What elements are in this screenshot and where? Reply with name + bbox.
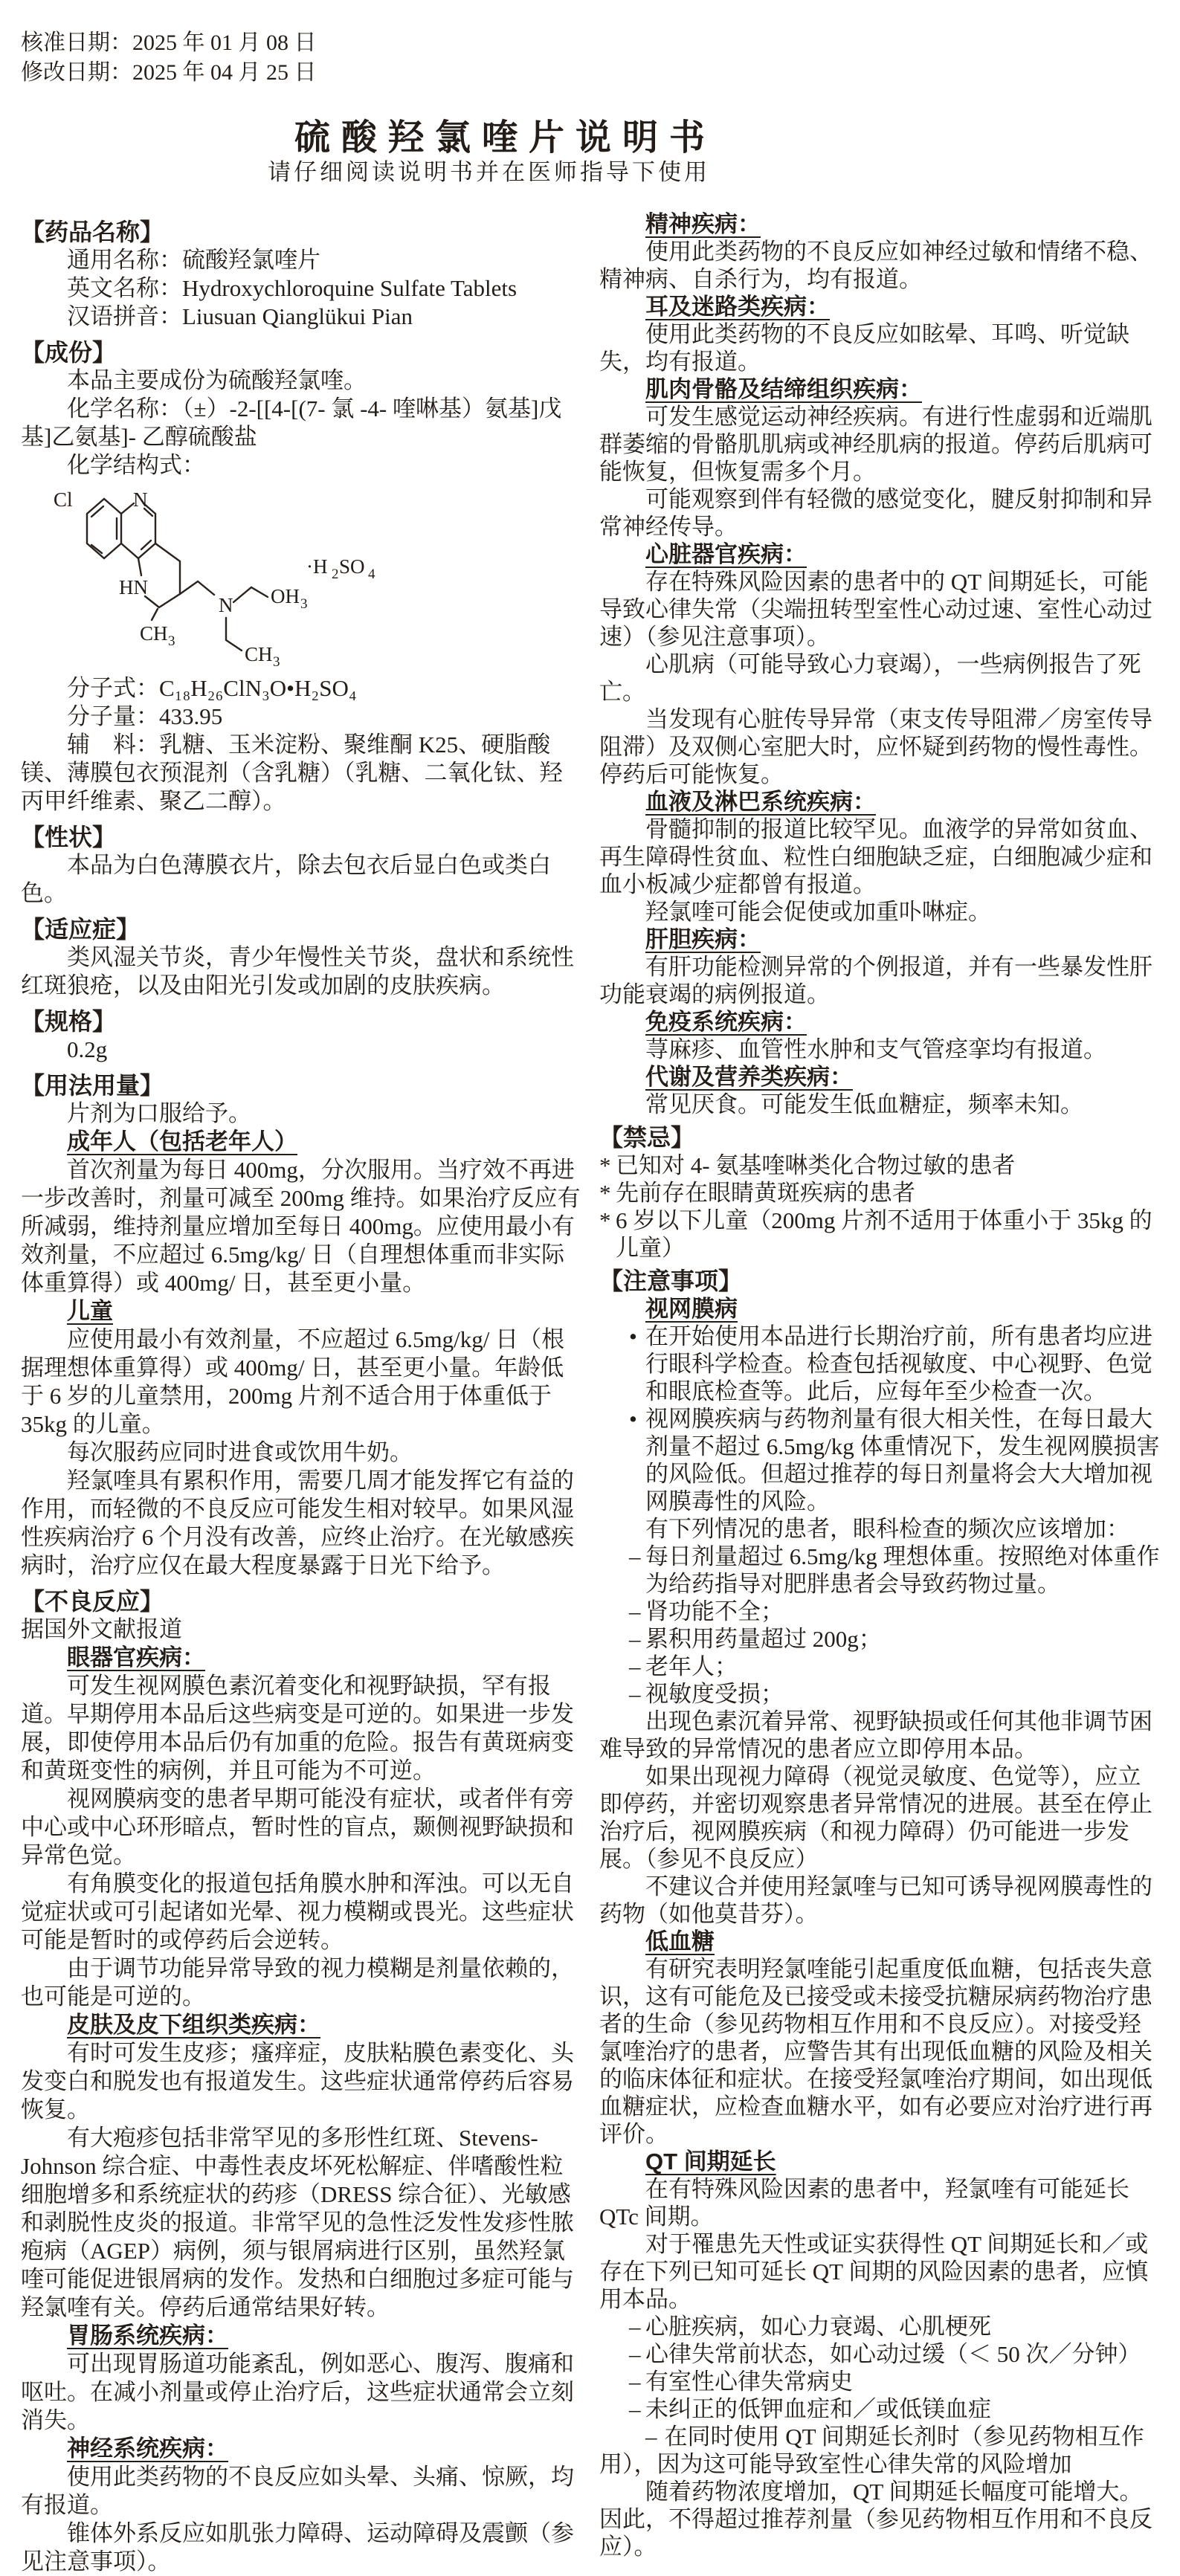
- subsection-heading: [599, 1928, 1161, 1955]
- subsection-heading-text: 儿童: [67, 1298, 113, 1324]
- atom-label-ch3-ethyl-sub: 3: [273, 654, 280, 670]
- list-marker: –: [629, 1653, 641, 1679]
- list-item-dash: [599, 1653, 1161, 1680]
- paragraph: 锥体外系反应如肌张力障碍、运动障碍及震颤（参见注意事项）。: [21, 2520, 574, 2575]
- paragraph: 汉语拼音：Liusuan Qianglükui Pian: [67, 303, 413, 329]
- section-heading: 【规格】: [21, 1008, 117, 1035]
- subsection-heading-text: 肌肉骨骼及结缔组织疾病：: [645, 376, 922, 402]
- atom-label-oh-sub: 3: [300, 596, 308, 612]
- list-item-text: 已知对 4- 氨基喹啉类化合物过敏的患者: [616, 1152, 1016, 1178]
- paragraph: 有角膜变化的报道包括角膜水肿和浑浊。可以无自觉症状或可引起诸如光晕、视力模糊或畏光。这些症状可能是暂时的或停药后会逆转。: [21, 1870, 574, 1953]
- list-item-star: [599, 1207, 1161, 1262]
- right-column-content: [599, 210, 1161, 2560]
- section-heading: 【注意事项】: [599, 1268, 743, 1294]
- list-item-dash: [599, 1598, 1161, 1625]
- list-item-bullet: [599, 1323, 1161, 1405]
- list-marker: –: [629, 1598, 641, 1624]
- paragraph: 通用名称：硫酸羟氯喹片: [67, 247, 320, 273]
- atom-label-chain-n: N: [219, 594, 233, 616]
- atom-label-ring-n: N: [133, 488, 148, 511]
- list-marker: *: [599, 1207, 611, 1233]
- list-marker: •: [629, 1406, 637, 1432]
- list-item-text: 肾功能不全；: [645, 1598, 784, 1624]
- list-item-text: 6 岁以下儿童（200mg 片剂不适用于体重小于 35kg 的儿童）: [616, 1207, 1152, 1261]
- salt-label-h: ·H: [306, 555, 328, 578]
- paragraph: 使用此类药物的不良反应如眩晕、耳鸣、听觉缺失，均有报道。: [599, 321, 1129, 375]
- list-marker: –: [629, 1681, 641, 1707]
- paragraph: 每次服药应同时进食或饮用牛奶。: [67, 1439, 413, 1465]
- paragraph: 骨髓抑制的报道比较罕见。血液学的异常如贫血、再生障碍性贫血、粒性白细胞缺乏症，白细胞减少症和血小板减少症都曾有报道。: [599, 816, 1152, 897]
- subsection-heading: [599, 1063, 1161, 1091]
- subsection-heading-text: 免疫系统疾病：: [645, 1009, 807, 1035]
- atom-label-hn: HN: [119, 576, 148, 598]
- paragraph: 有大疱疹包括非常罕见的多形性红斑、Stevens-Johnson 综合症、中毒性表皮坏死松解症、伴嗜酸性粒细胞增多和系统症状的药疹（DRESS 综合征）、光敏感和剥脱性皮炎的报道。非常罕见的急性泛发性发疹性脓疱病（AGEP）病例，须与银屑病进行区别，虽然羟氯喹可能促进银屑病的发作。发热和白细胞过多症可能与羟氯喹有关。停药后通常结果好转。: [21, 2125, 574, 2320]
- list-item-dash: [599, 1625, 1161, 1653]
- paragraph: 本品主要成份为硫酸羟氯喹。: [67, 367, 367, 393]
- paragraph: 存在特殊风险因素的患者中的 QT 间期延长，可能导致心律失常（尖端扭转型室性心动过速、室性心动过速）（参见注意事项）。: [599, 569, 1152, 650]
- list-item-dash: [599, 1543, 1161, 1598]
- subsection-heading: [21, 1644, 583, 1672]
- paragraph: 据国外文献报道: [21, 1616, 182, 1642]
- approval-date: 核准日期：2025 年 01 月 08 日: [21, 30, 317, 55]
- subsection-heading-text: 视网膜病: [645, 1296, 738, 1322]
- atom-label-cl: Cl: [54, 488, 73, 511]
- paragraph: 片剂为口服给予。: [67, 1100, 251, 1126]
- subsection-heading: [599, 1295, 1161, 1323]
- section-heading: 【不良反应】: [21, 1588, 164, 1615]
- paragraph: 本品为白色薄膜衣片，除去包衣后显白色或类白色。: [21, 852, 551, 906]
- structure-diagram: [31, 482, 433, 670]
- list-item-dash: [599, 2340, 1161, 2368]
- paragraph: 有时可发生皮疹；瘙痒症，皮肤粘膜色素变化、头发变白和脱发也有报道发生。这些症状通常停药后容易恢复。: [21, 2040, 574, 2123]
- list-marker: *: [599, 1152, 611, 1178]
- list-item-text: 视网膜疾病与药物剂量有很大相关性，在每日最大剂量不超过 6.5mg/kg 体重情况下，发生视网膜损害的风险低。但超过推荐的每日剂量将会大大增加视网膜毒性的风险。: [645, 1406, 1160, 1514]
- list-item-text: 心脏疾病，如心力衰竭、心肌梗死: [645, 2314, 991, 2340]
- subsection-heading: [599, 293, 1161, 320]
- subsection-heading-text: 耳及迷路类疾病：: [645, 294, 830, 320]
- subsection-heading: [599, 926, 1161, 953]
- list-marker: –: [629, 2396, 641, 2422]
- paragraph: 在有特殊风险因素的患者中，羟氯喹有可能延长 QTc 间期。: [599, 2176, 1129, 2230]
- subsection-heading: [599, 788, 1161, 816]
- atom-label-ch3-ring-sub: 3: [168, 633, 175, 649]
- section-heading: 【药品名称】: [21, 219, 164, 245]
- left-column-top: [21, 218, 583, 480]
- paragraph: 类风湿关节炎，青少年慢性关节炎，盘状和系统性红斑狼疮，以及由阳光引发或加剧的皮肤疾病。: [21, 944, 574, 998]
- paragraph: 使用此类药物的不良反应如神经过敏和情绪不稳、精神病、自杀行为，均有报道。: [599, 239, 1152, 292]
- list-item-text: 在同时使用 QT 间期延长剂时（参见药物相互作用），因为这可能导致室性心律失常的风险增加: [599, 2424, 1144, 2477]
- paragraph: 由于调节功能异常导致的视力模糊是剂量依赖的，也可能是可逆的。: [21, 1955, 574, 2010]
- subsection-heading-text: 心脏器官疾病：: [645, 541, 807, 567]
- list-item-text: 未纠正的低钾血症和／或低镁血症: [645, 2396, 991, 2422]
- section-heading: 【用法用量】: [21, 1072, 164, 1099]
- subsection-heading-text: 眼器官疾病：: [67, 1644, 205, 1670]
- subsection-heading-text: 神经系统疾病：: [67, 2435, 228, 2462]
- paragraph: 化学结构式：: [67, 452, 205, 478]
- list-item-text: 视敏度受损；: [645, 1681, 784, 1707]
- paragraph: 首次剂量为每日 400mg，分次服用。当疗效不再进一步改善时，剂量可减至 200mg 维持。如果治疗反应有所减弱，维持剂量应增加至每日 400mg。应使用最小有效剂量，不应超过 6.5mg/kg/ 日（自理想体重而非实际体重算得）或 400mg/ 日，甚至更小量。: [21, 1157, 581, 1296]
- right-column: [599, 210, 1161, 2560]
- atom-label-ch3-ethyl: CH: [245, 643, 273, 665]
- subsection-heading-text: 代谢及营养类疾病：: [645, 1064, 853, 1090]
- subsection-heading-text: 血液及淋巴系统疾病：: [645, 789, 876, 815]
- header-dates: [21, 28, 317, 88]
- paragraph: 可能观察到伴有轻微的感觉变化，腱反射抑制和异常神经传导。: [599, 486, 1152, 540]
- subsection-heading-text: 胃肠系统疾病：: [67, 2322, 228, 2349]
- paragraph: 羟氯喹具有累积作用，需要几周才能发挥它有益的作用，而轻微的不良反应可能发生相对较早。如果风湿性疾病治疗 6 个月没有改善，应终止治疗。在光敏感疾病时，治疗应仅在最大程度暴露于日光下给予。: [21, 1468, 574, 1578]
- paragraph: 荨麻疹、血管性水肿和支气管痉挛均有报道。: [645, 1036, 1106, 1062]
- paragraph: 使用此类药物的不良反应如头晕、头痛、惊厥，均有报道。: [21, 2464, 574, 2518]
- list-marker: –: [629, 1543, 641, 1569]
- list-marker: –: [629, 2314, 641, 2340]
- atom-label-ch3-ring: CH: [140, 622, 168, 645]
- list-marker: –: [629, 2341, 641, 2367]
- subsection-heading-text: QT 间期延长: [645, 2149, 776, 2175]
- paragraph: 心肌病（可能导致心力衰竭），一些病例报告了死亡。: [599, 651, 1141, 705]
- paragraph: 如果出现视力障碍（视觉灵敏度、色觉等），应立即停药，并密切观察患者异常情况的进展。甚至在停止治疗后，视网膜疾病（和视力障碍）仍可能进一步发展。（参见不良反应）: [599, 1763, 1152, 1872]
- list-item-text: 有室性心律失常病史: [645, 2369, 853, 2395]
- page-title: 硫酸羟氯喹片说明书: [294, 118, 717, 158]
- paragraph: 可出现胃肠道功能紊乱，例如恶心、腹泻、腹痛和呕吐。在减小剂量或停止治疗后，这些症状通常会立刻消失。: [21, 2351, 574, 2433]
- paragraph: 有研究表明羟氯喹能引起重度低血糖，包括丧失意识，这有可能危及已接受或未接受抗糖尿病药物治疗患者的生命（参见药物相互作用和不良反应）。对接受羟氯喹治疗的患者，应警告其有出现低血糖的风险及相关的临床体征和症状。在接受羟氯喹治疗期间，如出现低血糖症状，应检查血糖水平，如有必要应对治疗进行再评价。: [599, 1956, 1152, 2147]
- list-item-bullet: [599, 1405, 1161, 1515]
- page-subtitle: 请仔细阅读说明书并在医师指导下使用: [268, 159, 710, 185]
- subsection-heading: [599, 540, 1161, 568]
- subsection-heading-text: 皮肤及皮下组织类疾病：: [67, 2012, 320, 2038]
- subsection-heading: [21, 2011, 583, 2039]
- paragraph: 有下列情况的患者，眼科检查的频次应该增加：: [645, 1516, 1129, 1542]
- left-column: [21, 210, 583, 2576]
- paragraph: 分子量：433.95: [67, 703, 223, 729]
- paragraph: 常见厌食。可能发生低血糖症，频率未知。: [645, 1091, 1083, 1117]
- list-item-dash: [599, 2368, 1161, 2395]
- paragraph: 分子式：C₁₈H₂₆ClN₃O•H₂SO₄: [67, 675, 357, 701]
- list-item-star: [599, 1179, 1161, 1207]
- subsection-heading: [21, 1297, 583, 1326]
- revision-date: 修改日期：2025 年 04 月 25 日: [21, 60, 317, 85]
- paragraph: 可发生感觉运动神经疾病。有进行性虚弱和近端肌群萎缩的骨骼肌肌病或神经肌病的报道。停药后肌病可能恢复，但恢复需多个月。: [599, 404, 1152, 485]
- section-heading: 【成份】: [21, 339, 117, 366]
- subsection-heading-text: 肝胆疾病：: [645, 926, 761, 952]
- list-item-text: 在开始使用本品进行长期治疗前，所有患者均应进行眼科学检查。检查包括视敏度、中心视野、色觉和眼底检查等。此后，应每年至少检查一次。: [645, 1323, 1152, 1404]
- chemical-structure: [21, 480, 583, 674]
- subsection-heading-text: 精神疾病：: [645, 211, 761, 237]
- paragraph: 羟氯喹可能会促使或加重卟啉症。: [645, 899, 991, 925]
- subsection-heading: [599, 2148, 1161, 2175]
- salt-label-so: SO: [339, 555, 365, 578]
- list-marker: –: [629, 1626, 641, 1652]
- list-marker: –: [629, 2369, 641, 2395]
- list-item-text: 心律失常前状态，如心动过缓（＜ 50 次／分钟）: [645, 2341, 1141, 2367]
- section-heading: 【禁忌】: [599, 1124, 695, 1151]
- paragraph: 应使用最小有效剂量，不应超过 6.5mg/kg/ 日（根据理想体重算得）或 400mg/ 日，甚至更小量。年龄低于 6 岁的儿童禁用，200mg 片剂不适合用于体重低于 35kg 的儿童。: [21, 1326, 565, 1437]
- paragraph: 不建议合并使用羟氯喹与已知可诱导视网膜毒性的药物（如他莫昔芬）。: [599, 1873, 1152, 1927]
- paragraph: 当发现有心脏传导异常（束支传导阻滞／房室传导阻滞）及双侧心室肥大时，应怀疑到药物的慢性毒性。停药后可能恢复。: [599, 706, 1152, 787]
- list-item-dash: [599, 2313, 1161, 2340]
- list-item-dash: [599, 2395, 1161, 2423]
- left-column-bottom: [21, 674, 583, 2576]
- paragraph: 0.2g: [67, 1036, 108, 1062]
- paragraph: 辅 料：乳糖、玉米淀粉、聚维酮 K25、硬脂酸镁、薄膜包衣预混剂（含乳糖）（乳糖、二氧化钛、羟丙甲纤维素、聚乙二醇）。: [21, 732, 563, 814]
- subsection-heading: [21, 1128, 583, 1156]
- subsection-heading: [599, 210, 1161, 238]
- salt-label-4: 4: [368, 566, 375, 582]
- paragraph: 视网膜病变的患者早期可能没有症状，或者伴有旁中心或中心环形暗点，暂时性的盲点，颞侧视野缺损和异常色觉。: [21, 1786, 574, 1868]
- paragraph: 可发生视网膜色素沉着变化和视野缺损，罕有报道。早期停用本品后这些病变是可逆的。如果进一步发展，即使停用本品后仍有加重的危险。报告有黄斑病变和黄斑变性的病例，并且可能为不可逆。: [21, 1673, 574, 1783]
- list-marker: *: [599, 1180, 611, 1206]
- paragraph: 随着药物浓度增加，QT 间期延长幅度可能增大。因此，不得超过推荐剂量（参见药物相互作用和不良反应）。: [599, 2479, 1152, 2560]
- paragraph: 对于罹患先天性或证实获得性 QT 间期延长和／或存在下列已知可延长 QT 间期的风险因素的患者，应慎用本品。: [599, 2231, 1149, 2312]
- paragraph: 化学名称：（±）-2-[[4-[(7- 氯 -4- 喹啉基）氨基]戊基]乙氨基]- 乙醇硫酸盐: [21, 396, 562, 450]
- list-item-dash: [599, 2423, 1161, 2478]
- paragraph: 英文名称：Hydroxychloroquine Sulfate Tablets: [67, 275, 518, 301]
- subsection-heading: [599, 375, 1161, 403]
- paragraph: 有肝功能检测异常的个例报道，并有一些暴发性肝功能衰竭的病例报道。: [599, 954, 1152, 1007]
- list-item-text: 累积用药量超过 200g；: [645, 1626, 882, 1652]
- list-marker: –: [645, 2424, 657, 2450]
- list-item-text: 先前存在眼睛黄斑疾病的患者: [616, 1180, 915, 1206]
- paragraph: 出现色素沉着异常、视野缺损或任何其他非调节困难导致的异常情况的患者应立即停用本品。: [599, 1708, 1152, 1762]
- atom-label-oh: OH: [271, 585, 300, 607]
- section-heading: 【适应症】: [21, 916, 141, 943]
- subsection-heading-text: 低血糖: [645, 1928, 715, 1954]
- list-item-text: 老年人；: [645, 1653, 738, 1679]
- subsection-heading: [21, 2435, 583, 2463]
- subsection-heading: [599, 1008, 1161, 1036]
- list-item-text: 每日剂量超过 6.5mg/kg 理想体重。按照绝对体重作为给药指导对肥胖患者会导致药物过量。: [645, 1543, 1160, 1597]
- list-marker: •: [629, 1323, 637, 1349]
- list-item-dash: [599, 1680, 1161, 1708]
- list-item-star: [599, 1152, 1161, 1179]
- subsection-heading: [21, 2322, 583, 2350]
- section-heading: 【性状】: [21, 824, 117, 850]
- subsection-heading-text: 成年人（包括老年人）: [67, 1129, 297, 1155]
- salt-label-2: 2: [332, 566, 339, 582]
